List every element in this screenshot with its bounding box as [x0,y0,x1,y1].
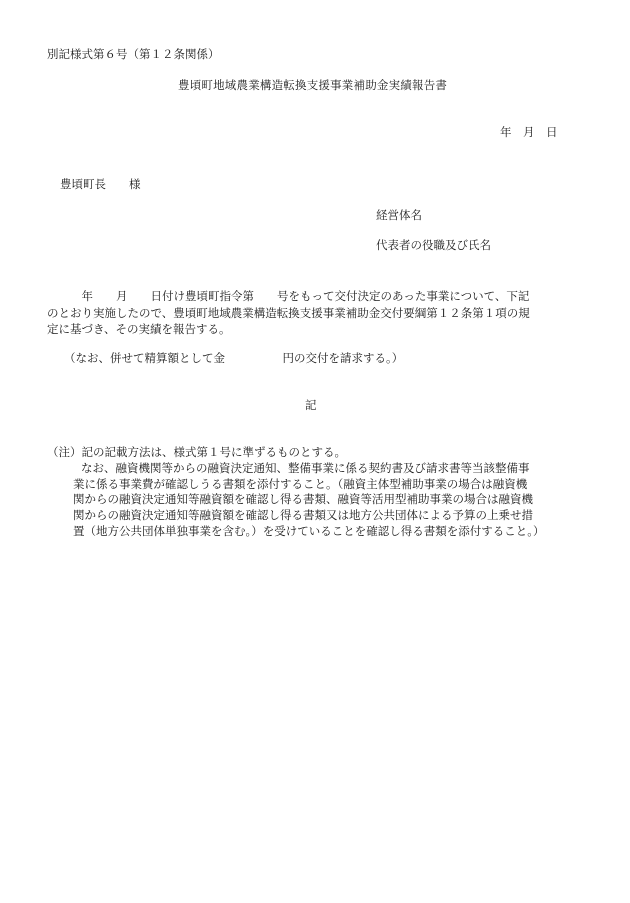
notes-line: 関からの融資決定通知等融資額を確認し得る書類又は地方公共団体による予算の上乗せ措 [73,508,533,523]
notes-heading: （注）記の記載方法は、様式第１号に準ずるものとする。 [47,445,346,459]
notes-line: 関からの融資決定通知等融資額を確認し得る書類、融資等活用型補助事業の場合は融資機 [73,492,533,507]
document-title: 豊頃町地域農業構造転換支援事業補助金実績報告書 [178,78,448,92]
representative-label: 代表者の役職及び氏名 [376,238,491,252]
recipient: 豊頃町長 様 [60,177,141,191]
body-line: のとおり実施したので、豊頃町地域農業構造転換支援事業補助金交付要綱第１２条第１項の規 [47,305,530,320]
claim-statement: （なお、併せて精算額として金 円の交付を請求する。） [64,351,404,365]
organization-name-label: 経営体名 [376,208,422,222]
body-paragraph [47,288,581,338]
body-line: 定に基づき、その実績を報告する。 [47,322,231,336]
notes-line: なお、融資機関等からの融資決定通知、整備事業に係る契約書及び請求書等当該整備事 [81,460,530,475]
date-line: 年 月 日 [500,125,558,139]
notes-line: 置（地方公共団体単独事業を含む。）を受けていることを確認し得る書類を添付すること。） [73,523,545,538]
form-number: 別記様式第６号（第１２条関係） [47,47,220,61]
ki-heading: 記 [305,398,317,412]
body-line: 年 月 日付け豊頃町指令第 号をもって交付決定のあった事業について、下記 [47,289,530,303]
notes-section [47,445,581,540]
notes-line: 業に係る事業費が確認しうる書類を添付すること。（融資主体型補助事業の場合は融資機 [73,476,528,491]
